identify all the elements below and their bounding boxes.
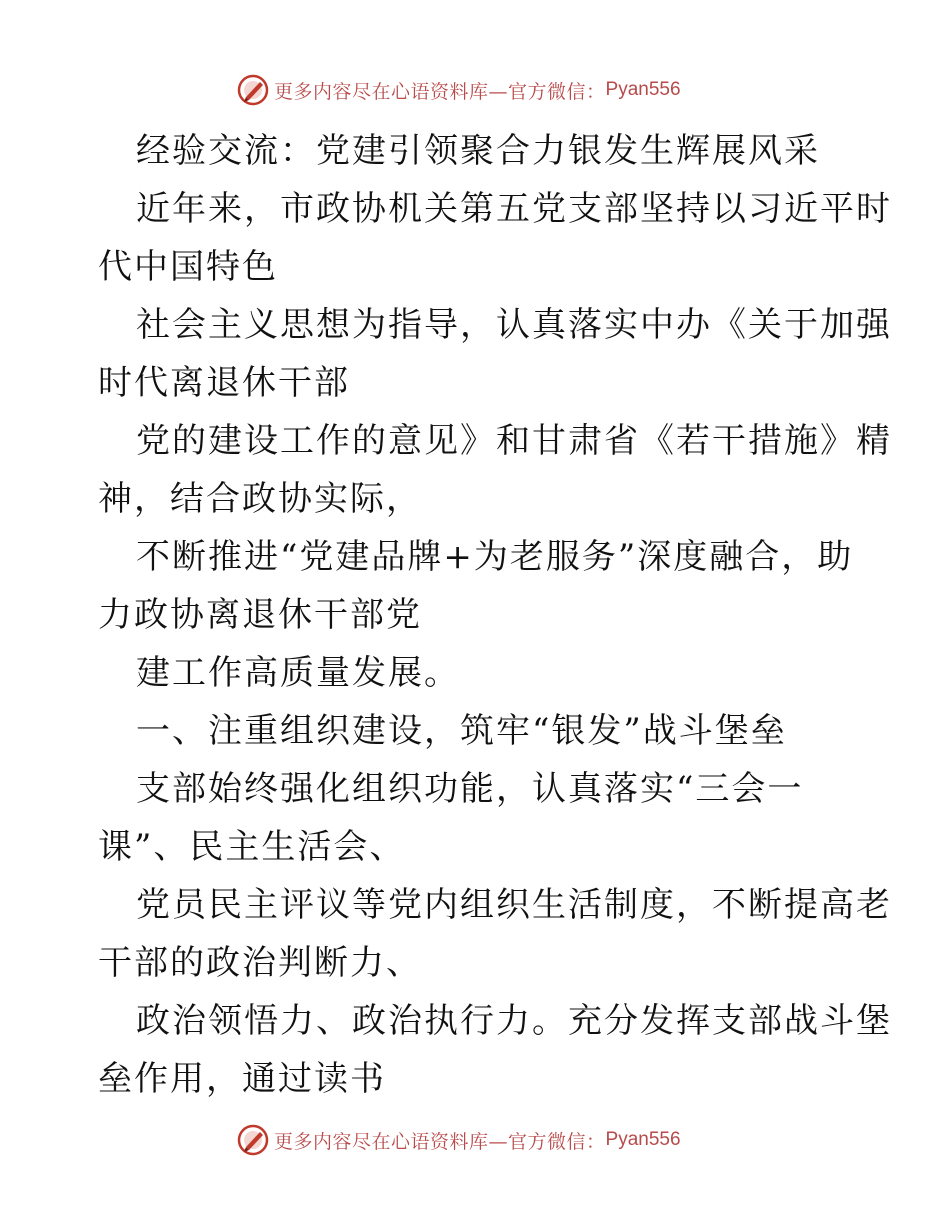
paragraph-line: 政治领悟力、政治执行力。充分发挥支部战斗堡 <box>136 1001 892 1041</box>
banner-text: 更多内容尽在心语资料库—官方微信： <box>274 1130 606 1153</box>
paragraph-line: 社会主义思想为指导，认真落实中办《关于加强 <box>136 305 892 345</box>
header-watermark-banner <box>236 72 681 108</box>
paragraph-line: 垒作用，通过读书 <box>98 1059 386 1099</box>
document-body <box>98 122 892 1108</box>
paragraph-line: 党的建设工作的意见》和甘肃省《若干措施》精 <box>136 421 892 461</box>
footer-watermark-banner <box>236 1122 681 1158</box>
section-heading: 一、注重组织建设，筑牢“银发”战斗堡垒 <box>136 711 787 751</box>
pen-logo-icon <box>236 1123 270 1157</box>
paragraph-line: 党员民主评议等党内组织生活制度，不断提高老 <box>136 885 892 925</box>
paragraph-line: 代中国特色 <box>98 247 278 287</box>
paragraph-line: 不断推进“党建品牌+为老服务”深度融合，助 <box>136 537 854 577</box>
paragraph-line: 建工作高质量发展。 <box>136 653 460 693</box>
paragraph-line: 神，结合政协实际， <box>98 479 422 519</box>
paragraph-line: 力政协离退休干部党 <box>98 595 422 635</box>
paragraph-line: 支部始终强化组织功能，认真落实“三会一 <box>136 769 804 809</box>
paragraph-line: 课”、民主生活会、 <box>98 827 406 867</box>
paragraph-line: 近年来，市政协机关第五党支部坚持以习近平时 <box>136 189 892 229</box>
banner-wechat-id: Pyan556 <box>605 1129 681 1150</box>
banner-text: 更多内容尽在心语资料库—官方微信： <box>274 80 606 103</box>
paragraph-line: 干部的政治判断力、 <box>98 943 422 983</box>
document-title: 经验交流：党建引领聚合力银发生辉展风采 <box>136 131 820 171</box>
banner-wechat-id: Pyan556 <box>605 79 681 100</box>
paragraph-line: 时代离退休干部 <box>98 363 350 403</box>
pen-logo-icon <box>236 73 270 107</box>
